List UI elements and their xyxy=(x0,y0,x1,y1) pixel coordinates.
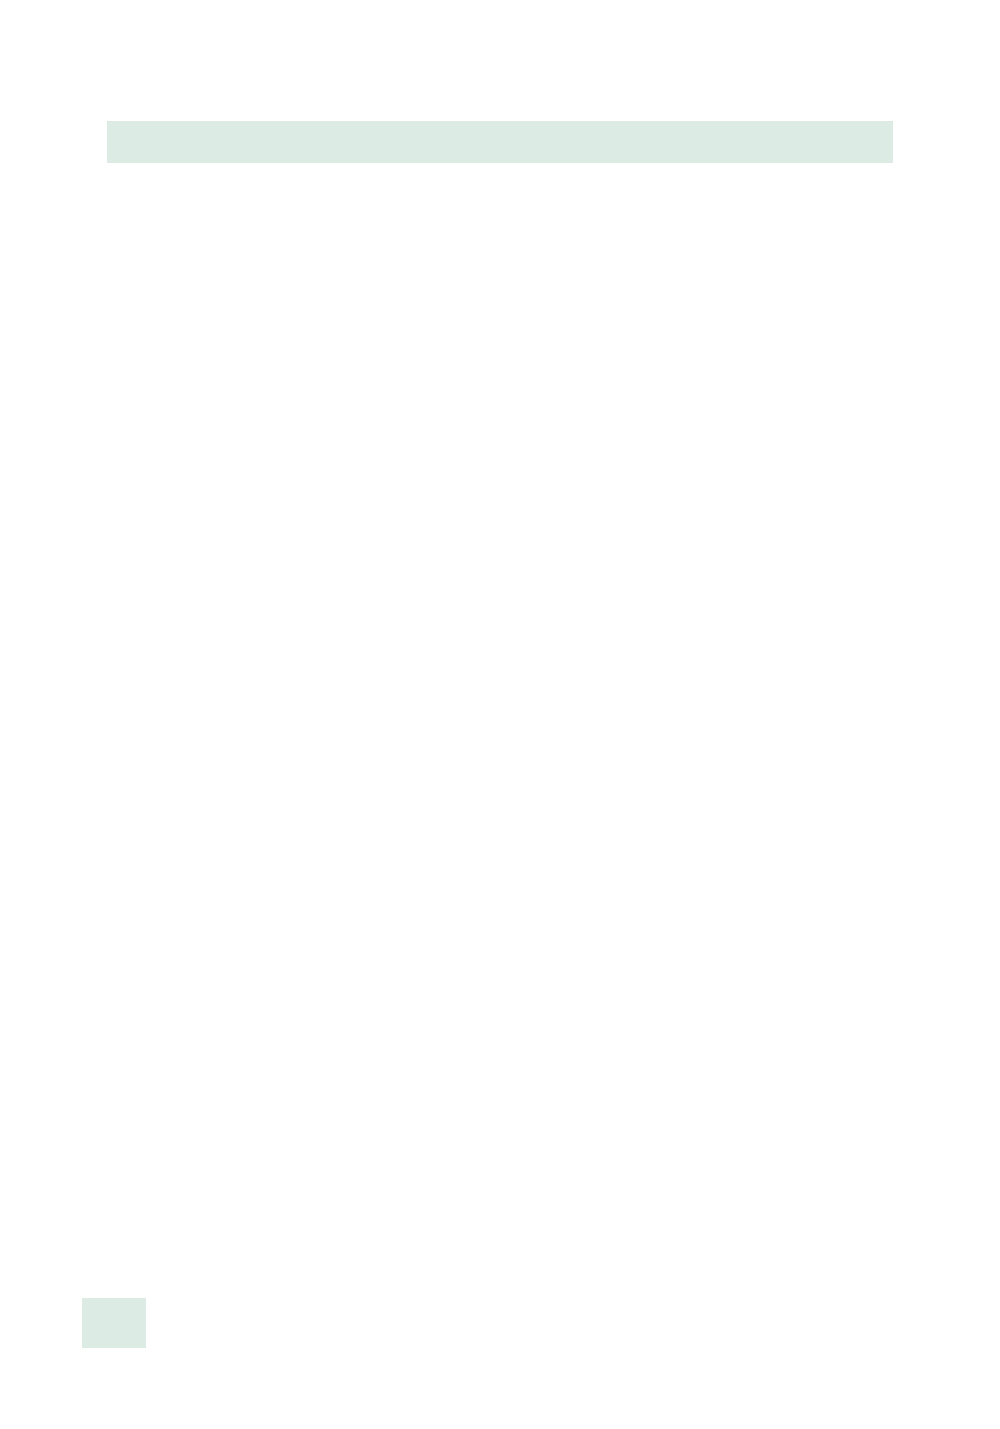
page-number-box xyxy=(82,1298,146,1348)
section-header-bar xyxy=(107,121,893,163)
pressure-chart xyxy=(228,664,773,1016)
figure xyxy=(228,664,773,1016)
